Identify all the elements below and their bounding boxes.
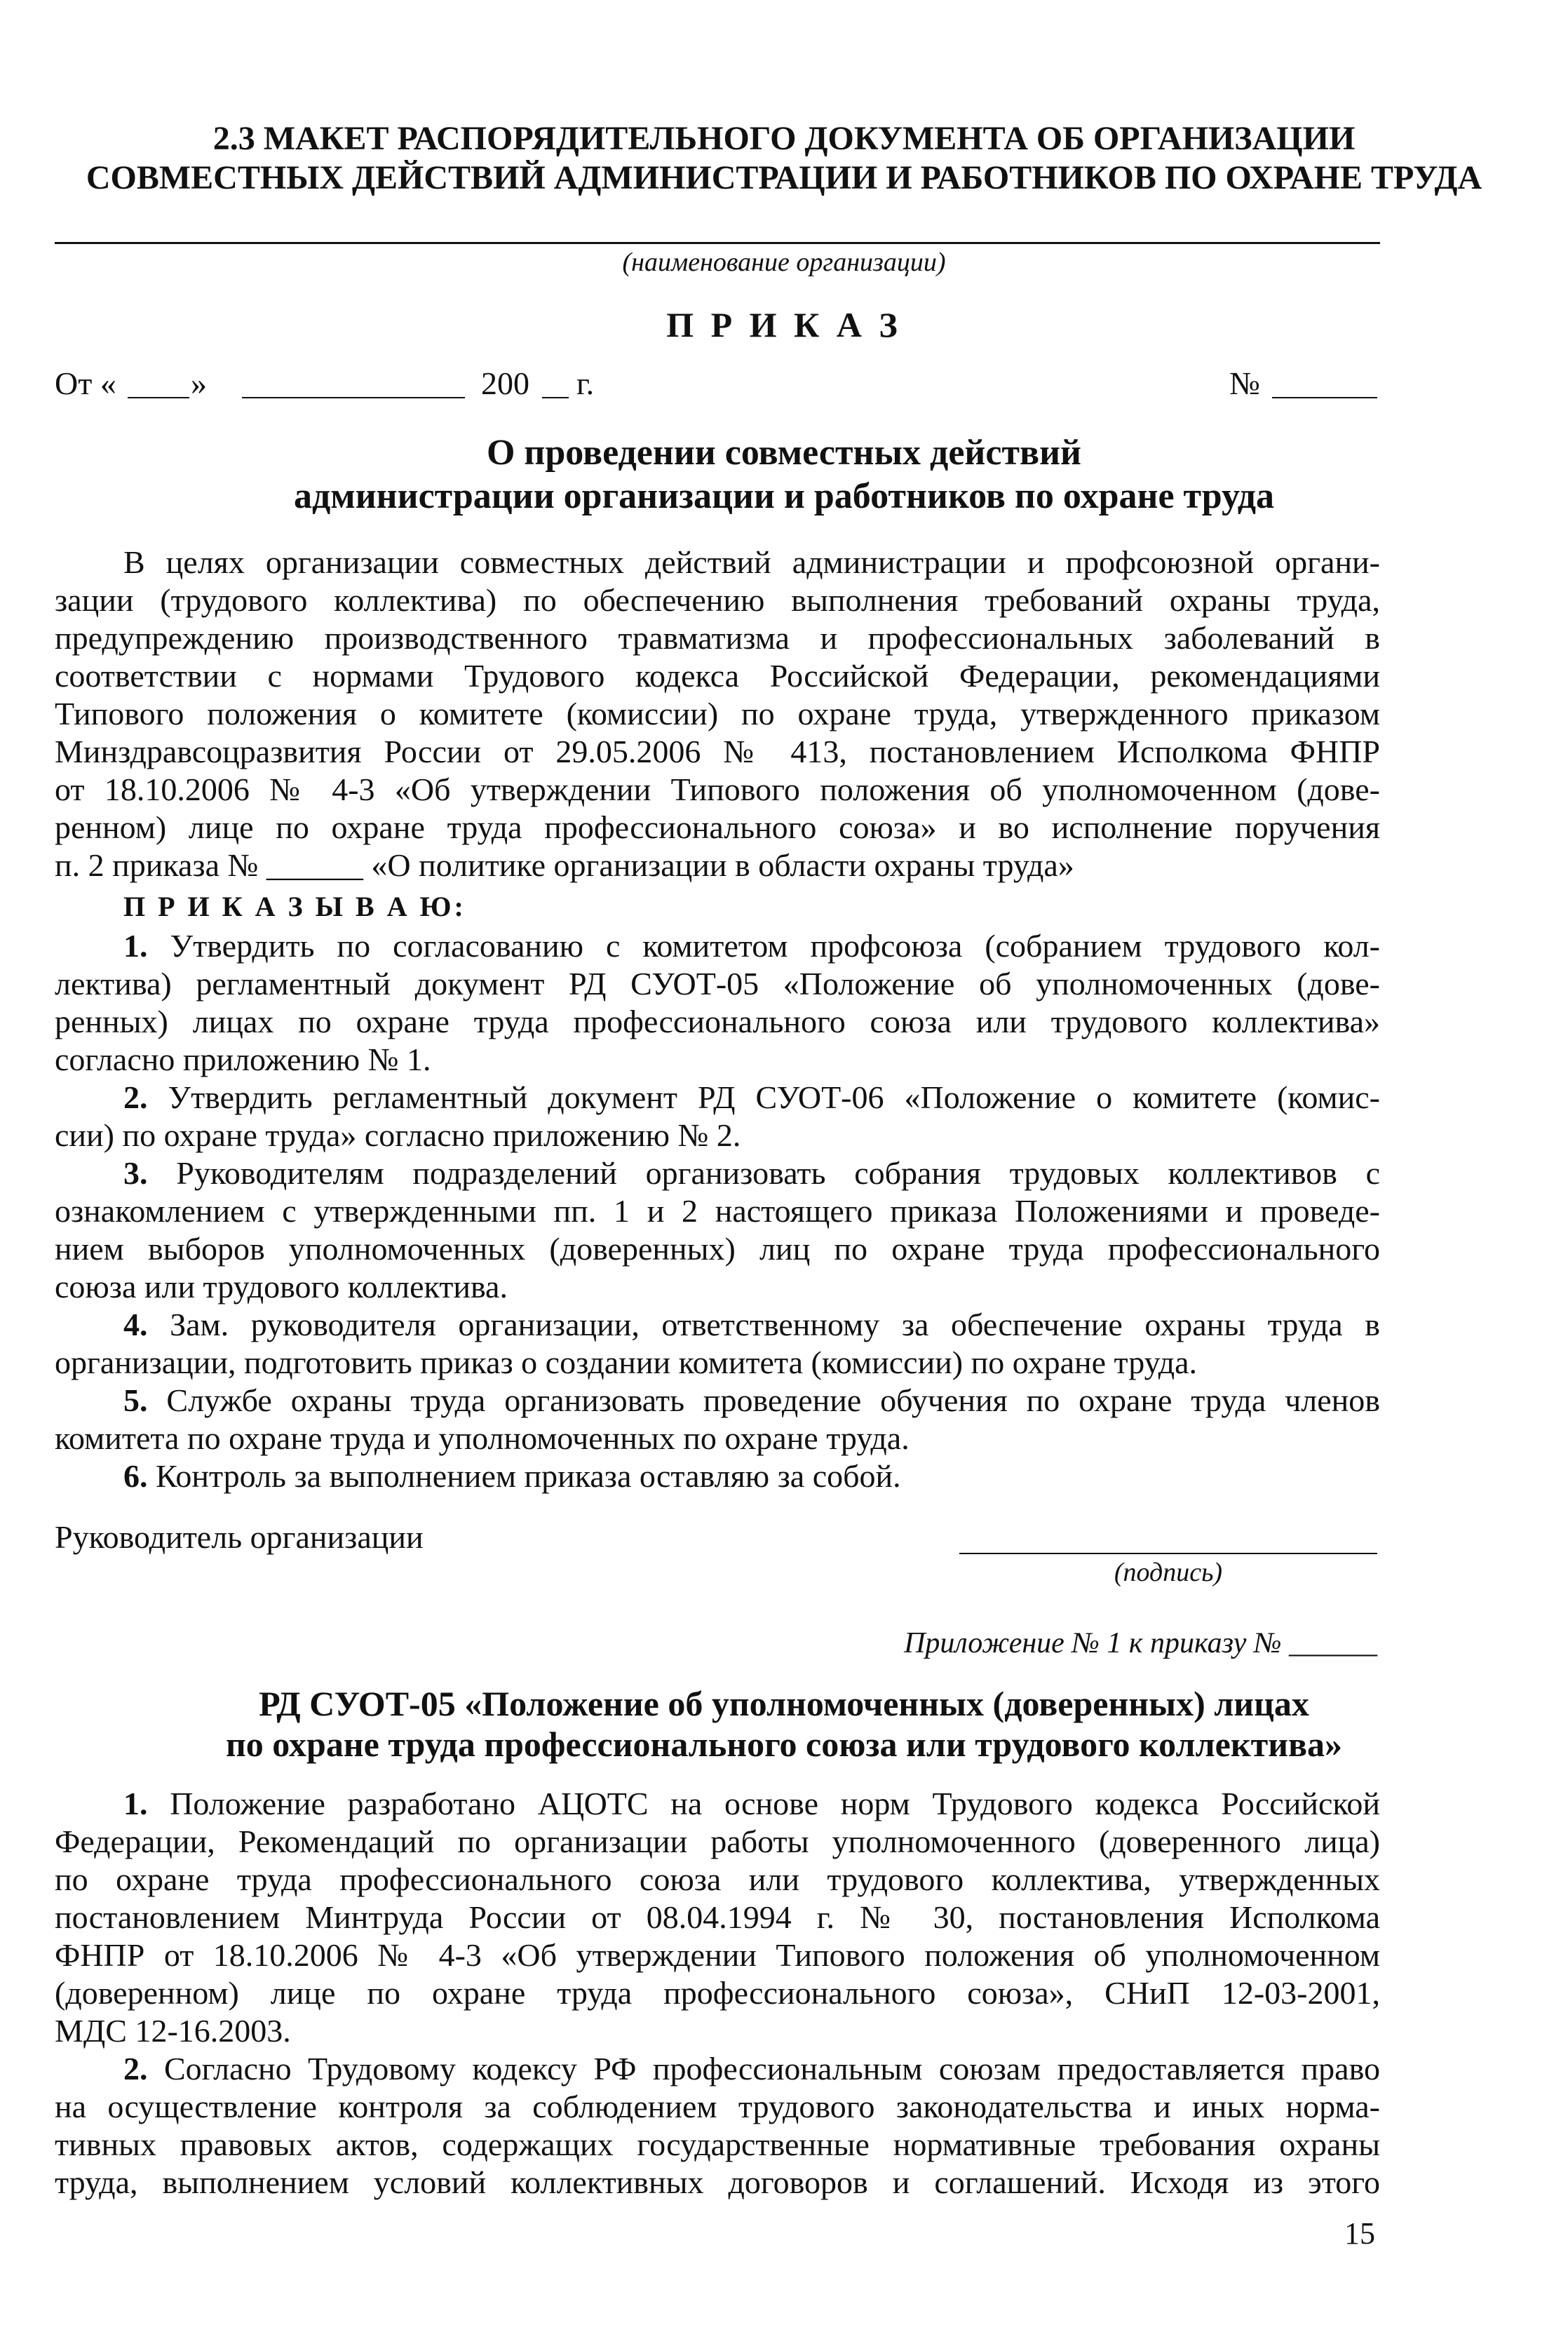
appendix-item-line: постановлением Минтруда России от 08.04.1994 г. № 30, постановления Исполкома [55, 1899, 1380, 1935]
appendix-item-line: МДС 12-16.2003. [55, 2013, 291, 2049]
item-text: Утвердить регламентный документ РД СУОТ-06 «Положение о комитете (комис- [168, 1079, 1381, 1115]
item-text: Утвердить по согласованию с комитетом профсоюза (собранием трудового кол- [170, 928, 1381, 964]
item-text: Положение разработано АЦОТС на основе норм Трудового кодекса Российской [170, 1786, 1381, 1821]
order-subject-line-2: администрации организации и работников по охране труда [293, 476, 1274, 516]
order-item-line: комитета по охране труда и уполномоченных по охране труда. [55, 1420, 910, 1456]
section-heading-line-2: СОВМЕСТНЫХ ДЕЙСТВИЙ АДМИНИСТРАЦИИ И РАБОТНИКОВ ПО ОХРАНЕ ТРУДА [86, 159, 1482, 196]
order-item-line: сии) по охране труда» согласно приложению № 2. [55, 1117, 741, 1153]
appendix-item-line: Федерации, Рекомендаций по организации работы уполномоченного (доверенного лица) [55, 1824, 1380, 1859]
appendix-item-line: тивных правовых актов, содержащих государственные нормативные требования охраны [55, 2126, 1380, 2162]
item-number: 6. [123, 1458, 148, 1494]
appendix-item-line: труда, выполнением условий коллективных договоров и соглашений. Исходя из этого [55, 2164, 1380, 2200]
signature-line [959, 1553, 1377, 1554]
appendix-item-line: по охране труда профессионального союза или трудового коллектива, утвержденных [55, 1861, 1380, 1897]
appendix-title-line-2: по охране труда профессионального союза или трудового коллектива» [225, 1725, 1343, 1764]
year-suffix: г. [576, 365, 595, 401]
appendix-item-line: (доверенном) лице по охране труда профессионального союза», СНиП 12-03-2001, [55, 1975, 1380, 2011]
preamble-line: соответствии с нормами Трудового кодекса Российской Федерации, рекомендациями [55, 658, 1380, 694]
order-item-line [123, 1079, 1380, 1117]
item-number: 3. [123, 1155, 148, 1191]
preamble-line: Типового положения о комитете (комиссии) по охране труда, утвержденного приказом [55, 696, 1380, 732]
prikazyvayu-heading: П Р И К А З Ы В А Ю: [123, 891, 466, 922]
organization-name-line [55, 242, 1380, 244]
preamble-line: от 18.10.2006 № 4-3 «Об утверждении Типового положения об уполномоченном (дове- [55, 771, 1380, 807]
year-blank [542, 397, 569, 398]
item-number: 1. [123, 1786, 148, 1821]
order-item-line [123, 1306, 1380, 1344]
item-text: Согласно Трудовому кодексу РФ профессиональным союзам предоставляется право [163, 2051, 1380, 2087]
appendix-item-line [123, 1785, 1380, 1823]
item-text: Зам. руководителя организации, ответственному за обеспечение охраны труда в [170, 1307, 1380, 1342]
order-item-line [123, 1154, 1380, 1192]
item-number: 4. [123, 1307, 148, 1342]
appendix-item-line: ФНПР от 18.10.2006 № 4-3 «Об утверждении Типового положения об уполномоченном [55, 1937, 1380, 1973]
order-item-line: лектива) регламентный документ РД СУОТ-05 «Положение об уполномоченных (дове- [55, 966, 1380, 1002]
page-number: 15 [1344, 2216, 1375, 2251]
signature-label: Руководитель организации [55, 1519, 424, 1555]
item-number: 5. [123, 1382, 148, 1418]
date-quote-close: » [191, 365, 207, 401]
appendix-reference: Приложение № 1 к приказу № ______ [904, 1627, 1377, 1659]
order-item-line: организации, подготовить приказ о создании комитета (комиссии) по охране труда. [55, 1344, 1198, 1380]
year-prefix: 200 [481, 365, 529, 401]
preamble-line: зации (трудового коллектива) по обеспечению выполнения требований охраны труда, [55, 582, 1380, 618]
preamble-line: п. 2 приказа № ______ «О политике организации в области охраны труда» [55, 847, 1074, 883]
date-label-start: От « [55, 365, 116, 401]
order-item-line [123, 1382, 1380, 1420]
order-title: П Р И К А З [666, 305, 902, 344]
item-text: Службе охраны труда организовать проведение обучения по охране труда членов [166, 1382, 1381, 1418]
appendix-title [0, 1683, 1568, 1765]
organization-caption: (наименование организации) [622, 248, 946, 277]
section-heading [0, 119, 1568, 198]
appendix-item-line [123, 2050, 1380, 2088]
preamble-line: В целях организации совместных действий администрации и профсоюзной органи- [123, 544, 1380, 580]
section-heading-line-1: 2.3 МАКЕТ РАСПОРЯДИТЕЛЬНОГО ДОКУМЕНТА ОБ ОРГАНИЗАЦИИ [212, 120, 1356, 157]
preamble-line: ренном) лице по охране труда профессионального союза» и во исполнение поручения [55, 809, 1380, 845]
preamble-line: предупреждению производственного травматизма и профессиональных заболеваний в [55, 620, 1380, 656]
item-text: Контроль за выполнением приказа оставляю за собой. [156, 1458, 901, 1494]
order-item-line: нием выборов уполномоченных (доверенных) лиц по охране труда профессионального [55, 1231, 1380, 1267]
appendix-item-line: на осуществление контроля за соблюдением трудового законодательства и иных норма- [55, 2089, 1380, 2124]
order-item-line: ознакомлением с утвержденными пп. 1 и 2 настоящего приказа Положениями и проведе- [55, 1193, 1380, 1229]
item-text: Руководителям подразделений организовать собрания трудовых коллективов с [176, 1155, 1381, 1191]
item-number: 2. [123, 2051, 148, 2087]
item-number: 2. [123, 1079, 148, 1115]
order-item-line: согласно приложению № 1. [55, 1042, 431, 1077]
order-item-line: союза или трудового коллектива. [55, 1269, 508, 1305]
order-item-line [123, 1457, 1380, 1495]
order-number-blank [1272, 397, 1377, 398]
order-item-line [123, 927, 1380, 965]
order-subject-line-1: О проведении совместных действий [486, 433, 1082, 473]
preamble-line: Минздравсоцразвития России от 29.05.2006 № 413, постановлением Исполкома ФНПР [55, 734, 1380, 769]
day-blank [128, 397, 189, 398]
month-blank [242, 397, 465, 398]
item-number: 1. [123, 928, 148, 964]
order-subject [0, 431, 1568, 518]
order-item-line: ренных) лицах по охране труда профессионального союза или трудового коллектива» [55, 1004, 1380, 1039]
appendix-title-line-1: РД СУОТ-05 «Положение об уполномоченных (доверенных) лицах [259, 1684, 1309, 1723]
number-sign: № [1229, 365, 1260, 401]
signature-caption: (подпись) [1114, 1558, 1223, 1587]
